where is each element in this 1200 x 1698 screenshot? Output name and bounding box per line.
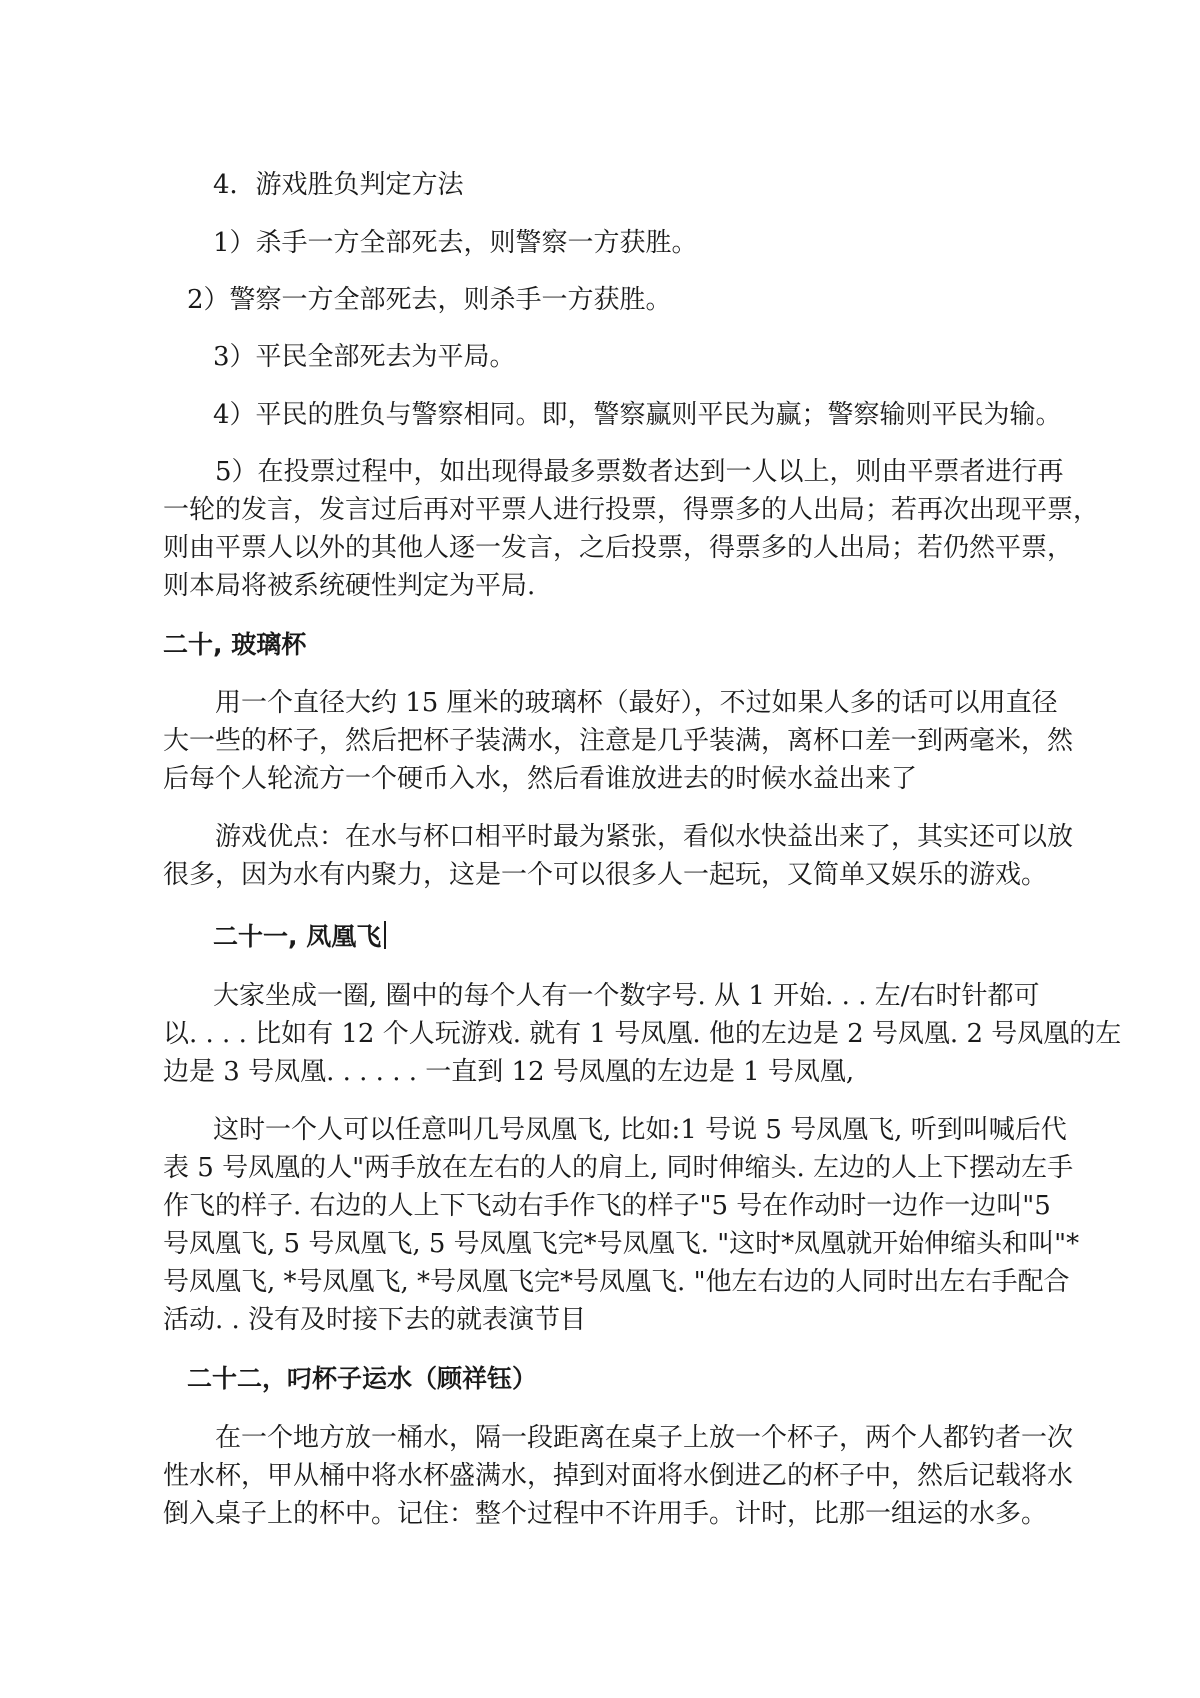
game-21-title-line <box>213 917 386 957</box>
game-21-paragraph-2-line-6: 活动. . 没有及时接下去的就表演节目 <box>163 1305 587 1335</box>
game-20-paragraph-2-line-2: 很多，因为水有内聚力，这是一个可以很多人一起玩，又简单又娱乐的游戏。 <box>163 860 1048 890</box>
rule-3: 3）平民全部死去为平局。 <box>213 342 516 372</box>
rule-4: 4）平民的胜负与警察相同。即，警察赢则平民为赢；警察输则平民为输。 <box>213 400 1062 430</box>
game-21-paragraph-2-line-1: 这时一个人可以任意叫几号凤凰飞, 比如:1 号说 5 号凤凰飞, 听到叫喊后代 <box>213 1115 1067 1145</box>
game-20-paragraph-1-line-3: 后每个人轮流方一个硬币入水，然后看谁放进去的时候水益出来了 <box>163 764 918 794</box>
text-cursor <box>384 921 386 949</box>
game-21-paragraph-2-line-4: 号凤凰飞, 5 号凤凰飞, 5 号凤凰飞完*号凤凰飞. "这时*凤凰就开始伸缩头和叫"* <box>163 1229 1080 1259</box>
game-20-paragraph-2-line-1: 游戏优点：在水与杯口相平时最为紧张，看似水快益出来了，其实还可以放 <box>163 822 1074 852</box>
rule-1: 1）杀手一方全部死去，则警察一方获胜。 <box>213 228 698 258</box>
game-21-paragraph-1-line-2: 以. . . . 比如有 12 个人玩游戏. 就有 1 号凤凰. 他的左边是 2 号凤凰. 2 号凤凰的左 <box>163 1019 1122 1049</box>
game-21-paragraph-1-line-3: 边是 3 号凤凰. . . . . . 一直到 12 号凤凰的左边是 1 号凤凰, <box>163 1057 855 1087</box>
rule-5-line-4: 则本局将被系统硬性判定为平局. <box>163 571 536 601</box>
game-20-paragraph-1-line-1: 用一个直径大约 15 厘米的玻璃杯（最好），不过如果人多的话可以用直径 <box>163 688 1058 718</box>
game-21-paragraph-1-line-1: 大家坐成一圈, 圈中的每个人有一个数字号. 从 1 开始. . . 左/右时针都可 <box>213 981 1040 1011</box>
section-4-title: 4．游戏胜负判定方法 <box>213 170 464 200</box>
game-21-paragraph-2-line-5: 号凤凰飞, *号凤凰飞, *号凤凰飞完*号凤凰飞. "他左右边的人同时出左右手配合 <box>163 1267 1070 1297</box>
game-20-title: 二十, 玻璃杯 <box>163 630 307 659</box>
game-21-paragraph-2-line-3: 作飞的样子. 右边的人上下飞动右手作飞的样子"5 号在作动时一边作一边叫"5 <box>163 1191 1051 1221</box>
rule-5-line-3: 则由平票人以外的其他人逐一发言，之后投票，得票多的人出局；若仍然平票， <box>163 533 1074 563</box>
game-21-paragraph-2-line-2: 表 5 号凤凰的人"两手放在左右的人的肩上, 同时伸缩头. 左边的人上下摆动左手 <box>163 1153 1074 1183</box>
game-22-title: 二十二，叼杯子运水（顾祥钰） <box>187 1364 538 1393</box>
game-22-paragraph-1-line-1: 在一个地方放一桶水，隔一段距离在桌子上放一个杯子，两个人都钓者一次 <box>163 1423 1074 1453</box>
game-21-title: 二十一, 凤凰飞 <box>213 922 382 951</box>
game-22-paragraph-1-line-3: 倒入桌子上的杯中。记住：整个过程中不许用手。计时，比那一组运的水多。 <box>163 1499 1048 1529</box>
game-22-paragraph-1-line-2: 性水杯，甲从桶中将水杯盛满水，掉到对面将水倒进乙的杯子中，然后记载将水 <box>163 1461 1074 1491</box>
rule-5-line-2: 一轮的发言，发言过后再对平票人进行投票，得票多的人出局；若再次出现平票， <box>163 495 1100 525</box>
rule-5-line-1: 5）在投票过程中，如出现得最多票数者达到一人以上，则由平票者进行再 <box>163 457 1064 487</box>
game-20-paragraph-1-line-2: 大一些的杯子，然后把杯子装满水，注意是几乎装满，离杯口差一到两毫米，然 <box>163 726 1074 756</box>
rule-2: 2）警察一方全部死去，则杀手一方获胜。 <box>187 285 672 315</box>
